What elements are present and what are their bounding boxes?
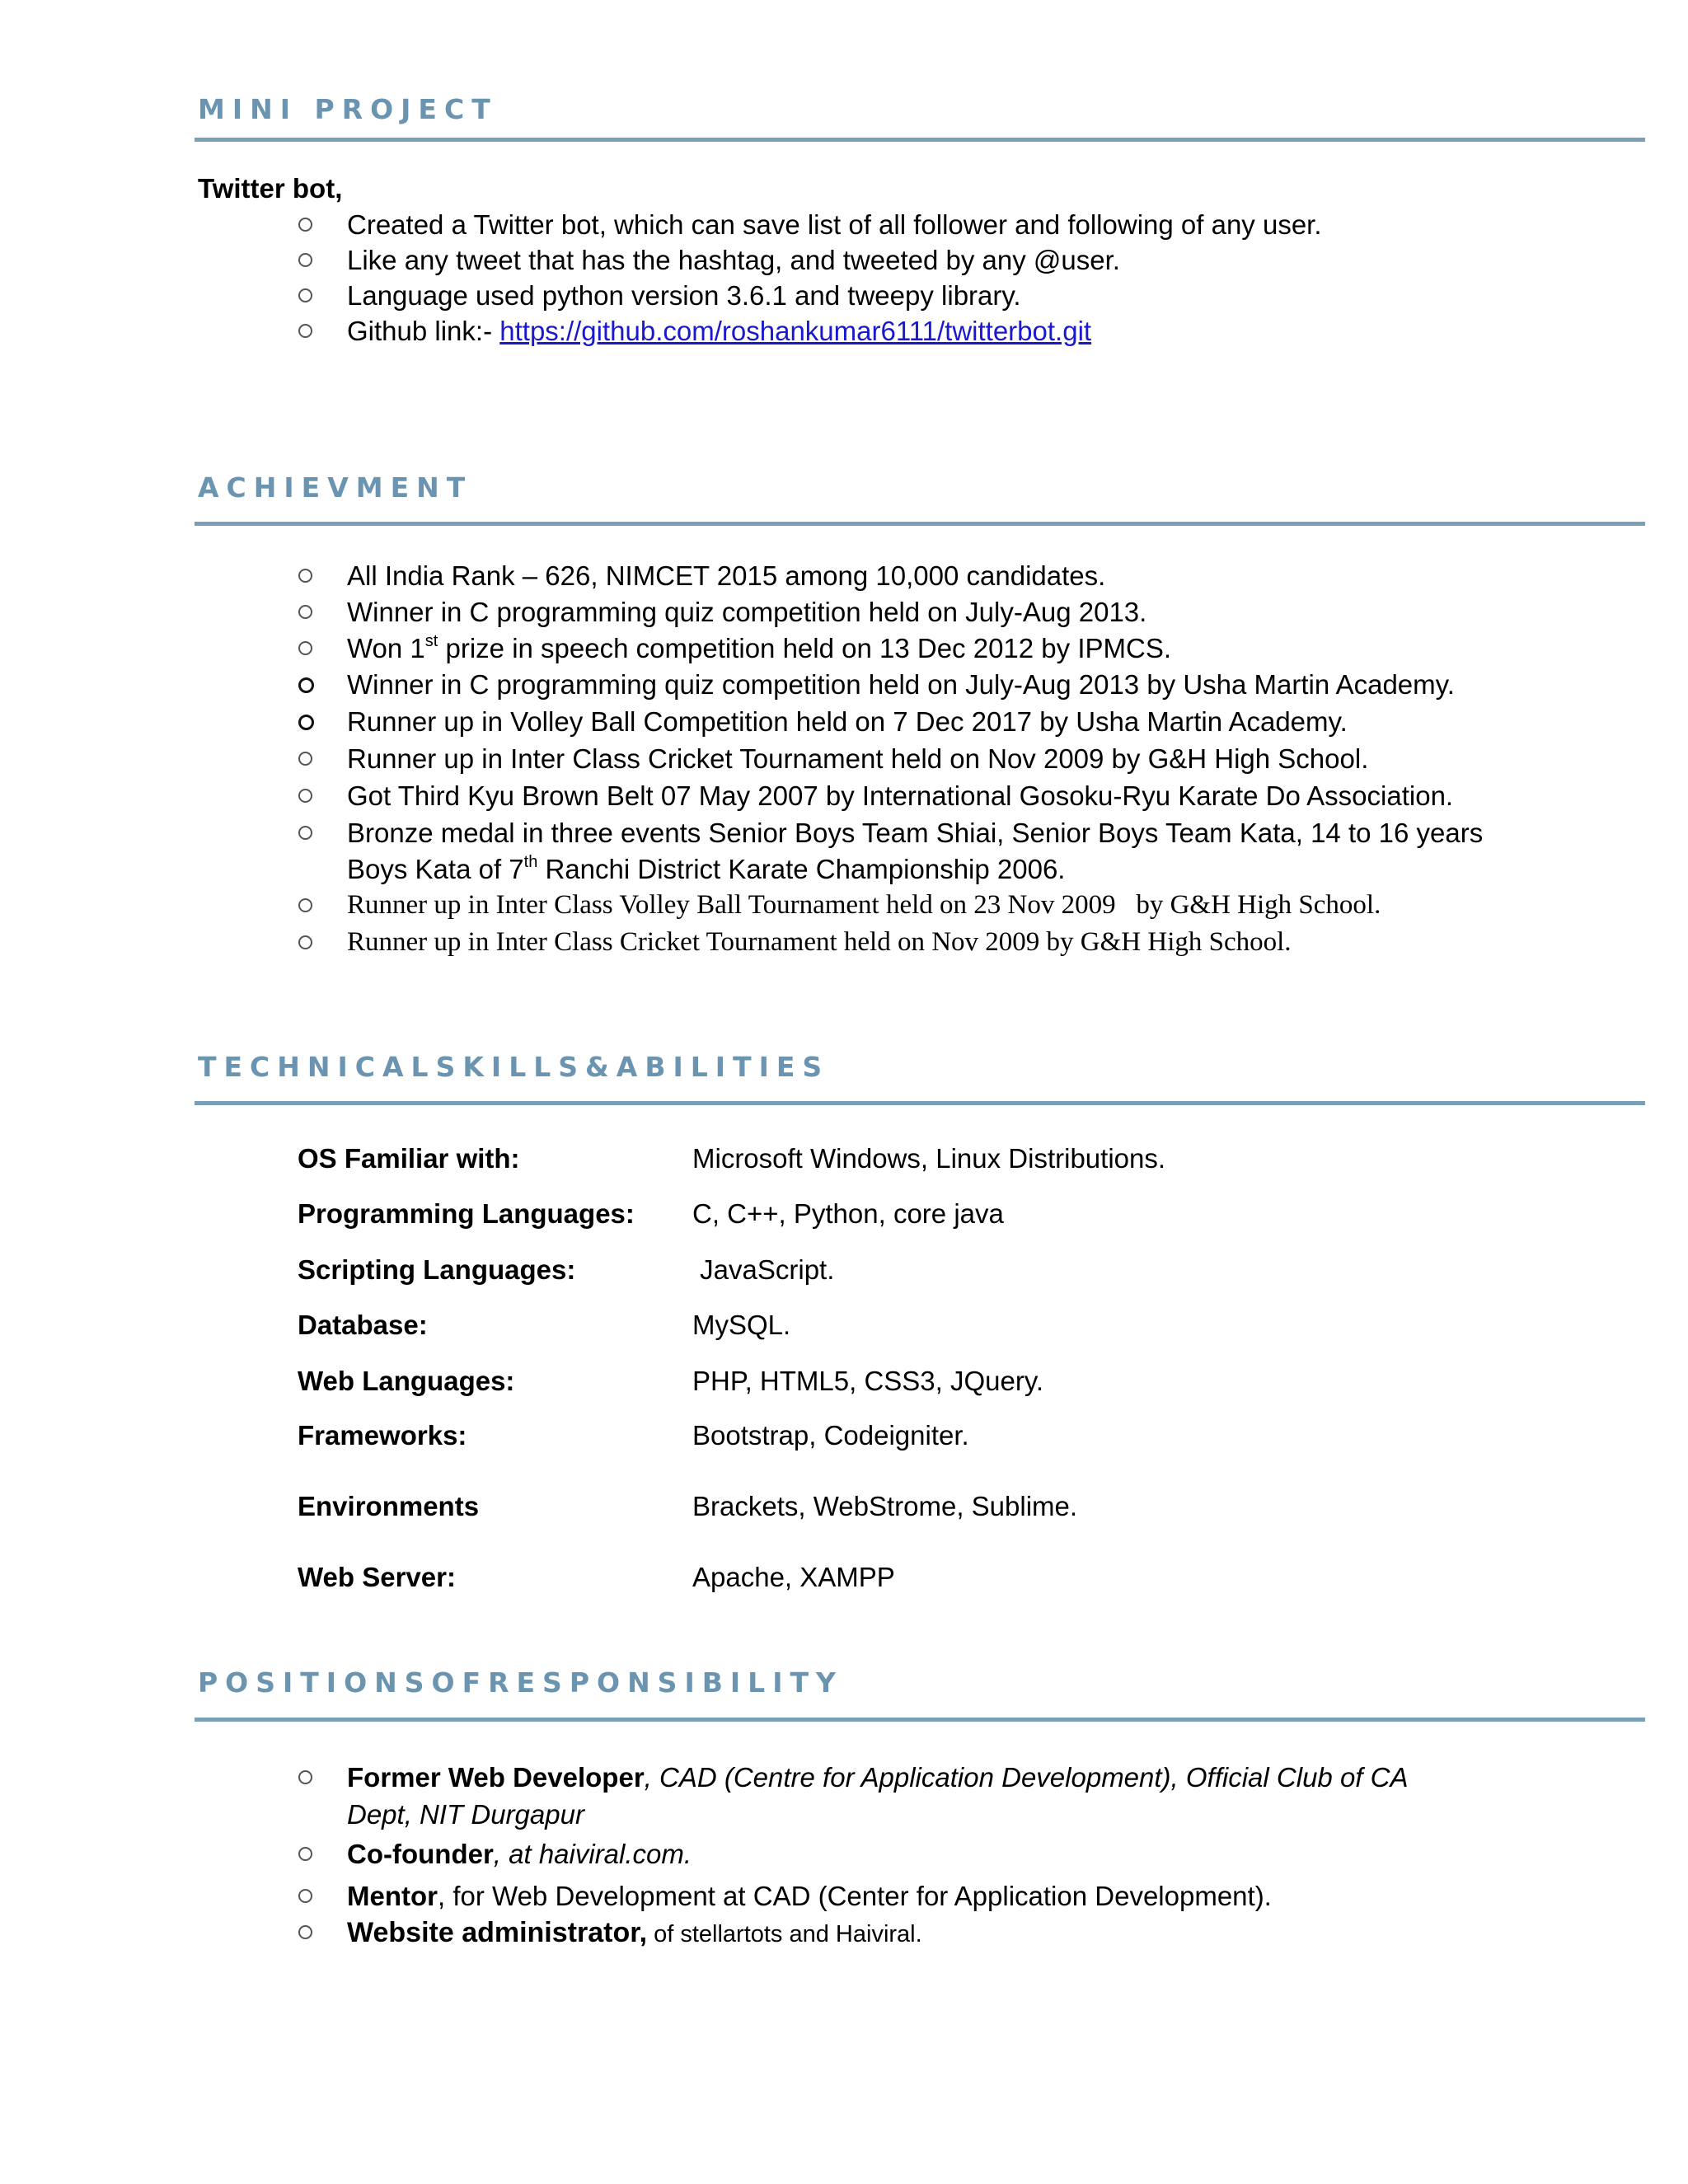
bullet-icon [298,752,312,766]
bullet-icon [298,1889,312,1903]
bullet-icon [298,826,312,840]
project-item: Like any tweet that has the hashtag, and tweeted by any @user. [347,245,1120,275]
achievement-item: Runner up in Inter Class Volley Ball Tournament held on 23 Nov 2009 by G&H High School. [347,890,1381,920]
bullet-icon [298,935,312,949]
position-detail: Dept, NIT Durgapur [347,1799,584,1830]
bullet-icon [298,1847,312,1861]
achievement-item: All India Rank – 626, NIMCET 2015 among 10,000 candidates. [347,560,1106,591]
project-item: Created a Twitter bot, which can save list of all follower and following of any user. [347,209,1322,240]
position-item [347,1919,922,1947]
position-title: Website administrator, [347,1917,648,1948]
bronze-suffix: Ranchi District Karate Championship 2006. [537,854,1066,884]
skill-value: MySQL. [692,1310,791,1340]
section-divider [195,1718,1645,1722]
skill-value: Bootstrap, Codeigniter. [692,1420,969,1451]
skills-heading: TECHNICALSKILLS&ABILITIES [198,1051,830,1083]
bullet-icon [298,605,312,619]
project-item-github [347,317,1091,344]
github-label: Github link:- [347,316,500,346]
bronze-sup: th [523,853,538,871]
github-link[interactable]: https://github.com/roshankumar6111/twitterbot.git [499,316,1092,346]
bullet-icon [298,1770,312,1784]
project-item: Language used python version 3.6.1 and tweepy library. [347,280,1021,311]
skill-label: Web Languages: [298,1366,515,1396]
won-prefix: Won 1 [347,633,425,663]
position-title: Mentor [347,1881,438,1911]
skill-value: JavaScript. [692,1254,835,1285]
position-detail: , for Web Development at CAD (Center for Application Development). [438,1881,1272,1911]
position-item-cont [347,1801,584,1828]
bullet-icon [298,677,314,693]
achievement-item-bronze: Bronze medal in three events Senior Boys Team Shiai, Senior Boys Team Kata, 14 to 16 years [347,818,1484,848]
achievement-item: Runner up in Inter Class Cricket Tournament held on Nov 2009 by G&H High School. [347,743,1369,774]
bronze-prefix: Boys Kata of 7 [347,854,524,884]
bullet-icon [298,324,312,338]
bullet-icon [298,253,312,267]
position-item [347,1764,1408,1791]
skill-label: Scripting Languages: [298,1254,576,1285]
skill-label: Database: [298,1310,428,1340]
bullet-icon [298,569,312,583]
achievement-item: Runner up in Inter Class Cricket Tournament held on Nov 2009 by G&H High School. [347,927,1292,957]
position-detail: , at haiviral.com. [493,1839,692,1869]
skill-value: Microsoft Windows, Linux Distributions. [692,1143,1166,1174]
position-detail: of stellartots and Haiviral. [647,1921,922,1947]
skill-value: PHP, HTML5, CSS3, JQuery. [692,1366,1044,1396]
skill-label: OS Familiar with: [298,1143,520,1174]
bullet-icon [298,641,312,655]
bullet-icon [298,789,312,803]
achievement-item-bronze-cont [347,855,1065,883]
bullet-icon [298,715,314,730]
position-title: Former Web Developer [347,1762,645,1793]
bullet-icon [298,288,312,302]
achievement-item-won [347,632,1172,663]
won-suffix: prize in speech competition held on 13 Dec 2012 by IPMCS. [438,633,1172,663]
skill-value: C, C++, Python, core java [692,1198,1004,1229]
achievement-item: Runner up in Volley Ball Competition held on 7 Dec 2017 by Usha Martin Academy. [347,706,1348,737]
skill-label: Frameworks: [298,1420,467,1451]
section-divider [195,522,1645,526]
achievement-item: Winner in C programming quiz competition held on July-Aug 2013. [347,597,1147,627]
positions-heading: POSITIONSOFRESPONSIBILITY [198,1666,843,1699]
achievement-item: Winner in C programming quiz competition held on July-Aug 2013 by Usha Martin Academy. [347,669,1455,700]
skill-label: Web Server: [298,1562,456,1592]
project-title: Twitter bot, [198,173,343,204]
skill-label: Programming Languages: [298,1198,635,1229]
bullet-icon [298,898,312,912]
skill-label: Environments [298,1491,480,1521]
position-detail: , CAD (Centre for Application Development), Official Club of CA [644,1762,1409,1793]
position-item [347,1840,692,1868]
section-divider [195,138,1645,142]
mini-project-heading: MINI PROJECT [198,93,498,125]
bullet-icon [298,218,312,232]
skill-value: Brackets, WebStrome, Sublime. [692,1491,1078,1521]
won-sup: st [424,632,438,650]
achievement-item: Got Third Kyu Brown Belt 07 May 2007 by International Gosoku-Ryu Karate Do Association. [347,780,1454,811]
skill-value: Apache, XAMPP [692,1562,895,1592]
section-divider [195,1101,1645,1105]
position-title: Co-founder [347,1839,494,1869]
bullet-icon [298,1925,312,1939]
achievement-heading: ACHIEVMENT [198,471,473,504]
position-item [347,1882,1272,1910]
